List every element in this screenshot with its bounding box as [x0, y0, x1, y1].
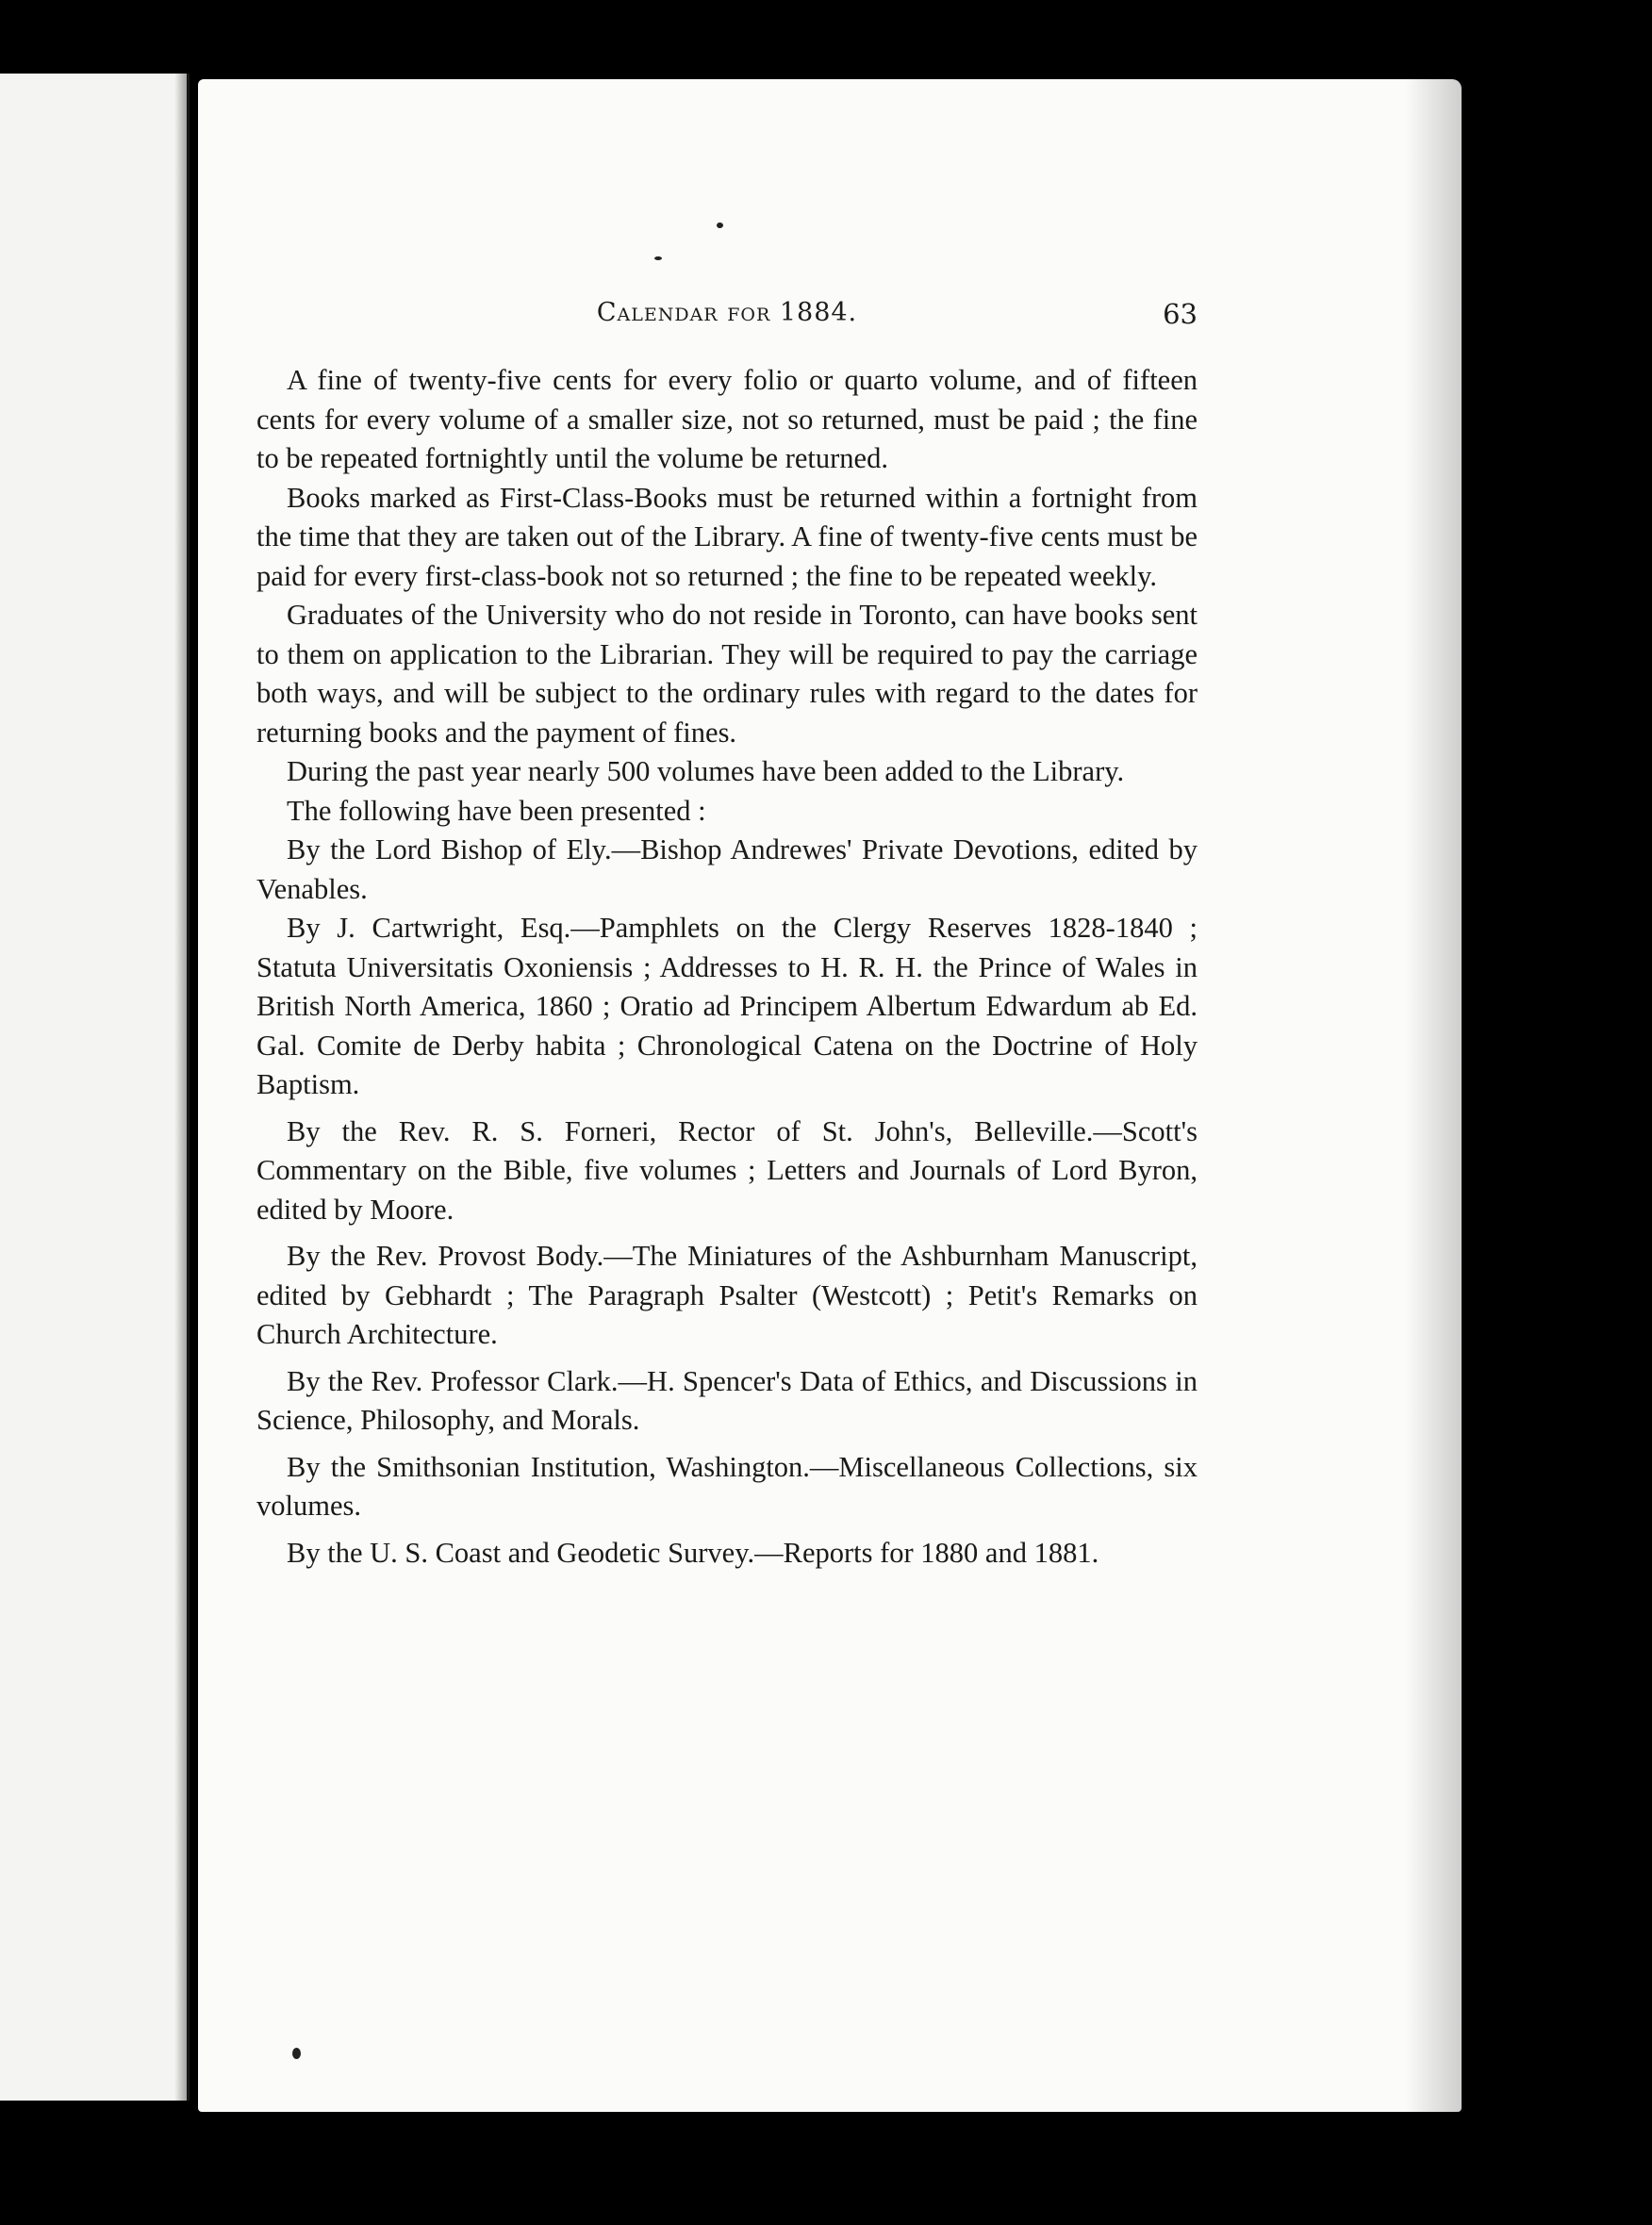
- donation-professor-clark: By the Rev. Professor Clark.—H. Spencer's Data of Ethics, and Discussions in Science, Philosophy, and Morals.: [256, 1364, 1198, 1436]
- paragraph-presented-intro: The following have been presented :: [287, 794, 706, 827]
- running-title: Calendar for 1884.: [596, 298, 858, 327]
- body-text: [256, 361, 1198, 1573]
- paragraph-graduates: Graduates of the University who do not reside in Toronto, can have books sent to them on application to the Librarian. They will be required to pay the carriage both ways, and will be subject to the ordinary rules with regard to the dates for returning books and the payment of fines.: [256, 599, 1198, 749]
- dust-speck: [654, 256, 662, 260]
- donation-smithsonian: By the Smithsonian Institution, Washington.—Miscellaneous Collections, six volumes.: [256, 1450, 1198, 1522]
- paragraph-first-class-books: Books marked as First-Class-Books must be returned within a fortnight from the time that they are taken out of the Library. A fine of twenty-five cents must be paid for every first-class-book not so returned ; the fine to be repeated weekly.: [256, 481, 1198, 592]
- paragraph-volumes-added: During the past year nearly 500 volumes have been added to the Library.: [287, 755, 1125, 787]
- facing-page-edge: [0, 74, 190, 2101]
- donation-forneri: By the Rev. R. S. Forneri, Rector of St. John's, Belleville.—Scott's Commentary on the Bible, five volumes ; Letters and Journals of Lord Byron, edited by Moore.: [256, 1114, 1198, 1226]
- dust-speck: [717, 222, 723, 228]
- paragraph-library-fines: A fine of twenty-five cents for every folio or quarto volume, and of fifteen cents for every volume of a smaller size, not so returned, must be paid ; the fine to be repeated fortnightly until the volume be returned.: [256, 364, 1198, 474]
- donation-provost-body: By the Rev. Provost Body.—The Miniatures of the Ashburnham Manuscript, edited by Gebhardt ; The Paragraph Psalter (Westcott) ; Petit's Remarks on Church Architecture.: [256, 1240, 1198, 1350]
- dust-speck: [292, 2048, 301, 2059]
- running-head: [256, 298, 1198, 336]
- donation-cartwright: By J. Cartwright, Esq.—Pamphlets on the Clergy Reserves 1828-1840 ; Statuta Universitatis Oxoniensis ; Addresses to H. R. H. the Prince of Wales in British North America, 1860 ; Oratio ad Principem Albertum Edwardum ab Ed. Gal. Comite de Derby habita ; Chronological Catena on the Doctrine of Holy Baptism.: [256, 912, 1198, 1100]
- donation-bishop-of-ely: By the Lord Bishop of Ely.—Bishop Andrewes' Private Devotions, edited by Venables.: [256, 833, 1198, 905]
- donation-coast-survey: By the U. S. Coast and Geodetic Survey.—Reports for 1880 and 1881.: [287, 1536, 1099, 1569]
- page-number: 63: [1163, 298, 1198, 330]
